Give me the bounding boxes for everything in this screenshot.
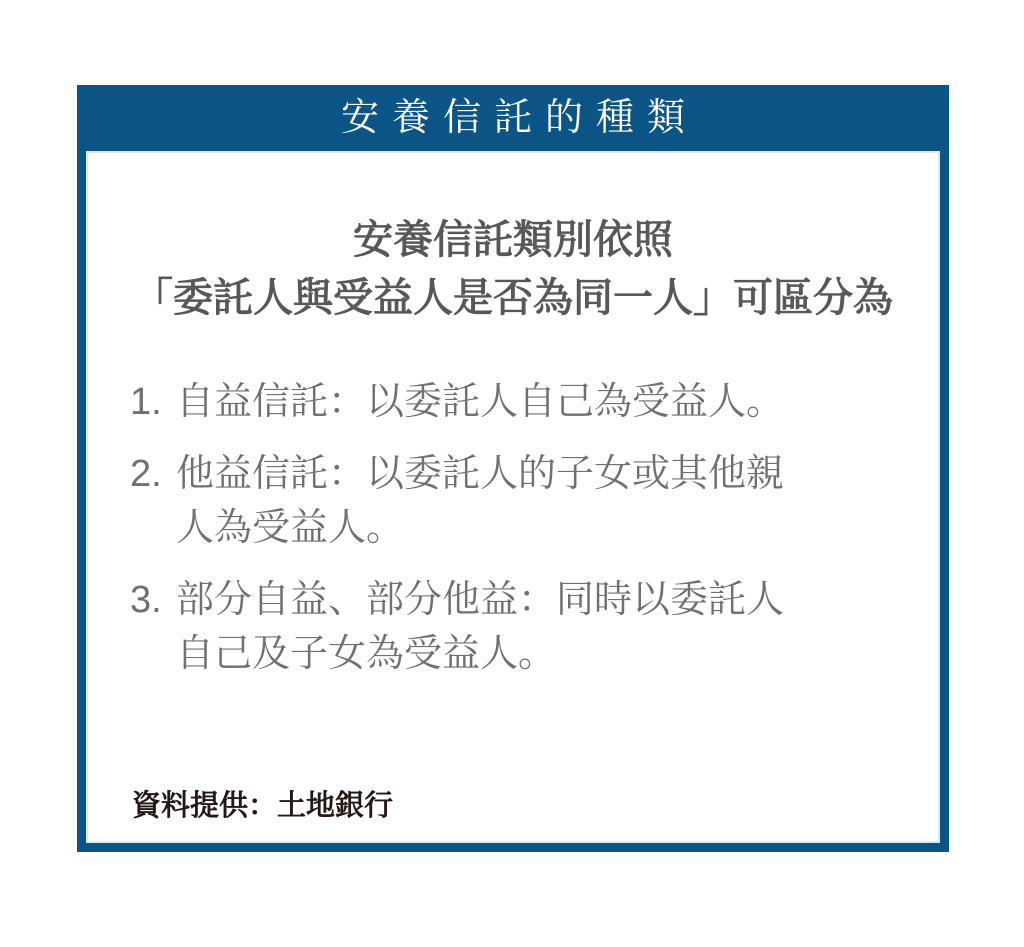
list-item-other-benefit — [130, 447, 910, 555]
item-number: 2. — [130, 453, 162, 495]
item-text — [176, 375, 910, 429]
item-number: 1. — [130, 381, 162, 423]
trust-types-panel — [77, 85, 949, 852]
list-item-self-benefit — [130, 375, 910, 429]
panel-body — [86, 151, 940, 843]
item-text-line: 他益信託：以委託人的子女或其他親 — [176, 453, 785, 495]
intro-heading-line-2: 「委託人與受益人是否為同一人」可區分為 — [133, 276, 893, 320]
panel-title: 安養信託的種類 — [340, 97, 698, 139]
item-text-line: 自己及子女為受益人。 — [176, 633, 557, 675]
item-text-line: 人為受益人。 — [176, 507, 405, 549]
trust-type-list — [86, 375, 940, 681]
item-text — [176, 573, 910, 681]
intro-heading-line-1: 安養信託類別依照 — [353, 218, 673, 262]
item-number: 3. — [130, 579, 162, 621]
source-credit: 資料提供：土地銀行 — [132, 790, 394, 822]
panel-header — [86, 85, 940, 151]
intro-heading — [86, 211, 940, 327]
item-text-line: 部分自益、部分他益：同時以委託人 — [176, 579, 785, 621]
list-item-partial-benefit — [130, 573, 910, 681]
item-text — [176, 447, 910, 555]
item-text-line: 自益信託：以委託人自己為受益人。 — [176, 381, 785, 423]
